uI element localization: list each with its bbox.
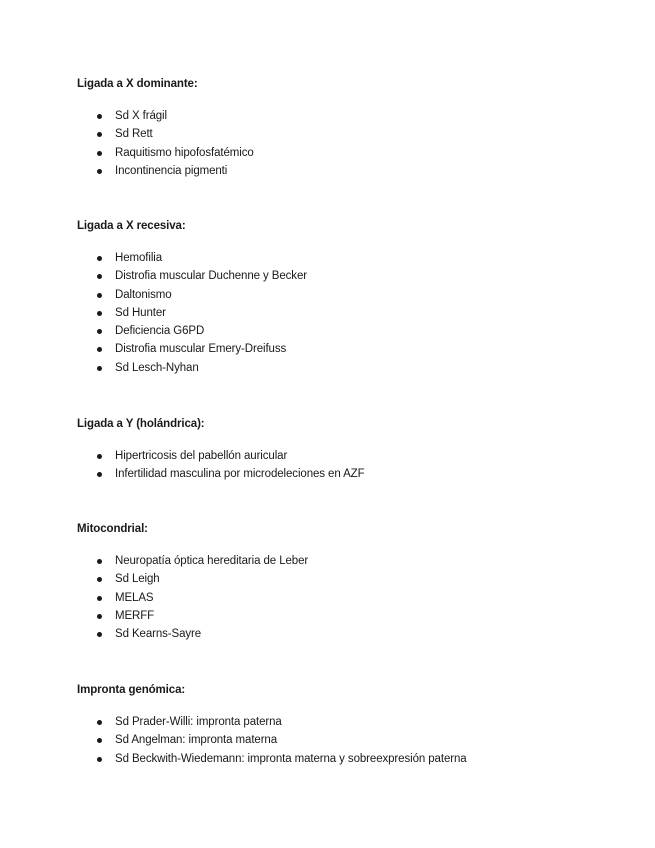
bullet-icon (97, 559, 102, 564)
list-item (77, 731, 617, 749)
list-item (77, 267, 617, 285)
list-item-text: Deficiencia G6PD (115, 325, 205, 338)
list-item-text: Raquitismo hipofosfatémico (115, 146, 254, 159)
bullet-icon (97, 293, 102, 298)
list-item (77, 607, 617, 625)
bullet-icon (97, 472, 102, 477)
section-y-linked (77, 417, 617, 484)
bullet-list (77, 713, 617, 768)
list-item-text: Incontinencia pigmenti (115, 164, 228, 177)
bullet-icon (97, 614, 102, 619)
bullet-icon (97, 169, 102, 174)
list-item-text: Sd Rett (115, 128, 153, 141)
section-heading: Ligada a X dominante: (77, 78, 198, 90)
list-item (77, 304, 617, 322)
bullet-list (77, 552, 617, 643)
list-item (77, 286, 617, 304)
bullet-icon (97, 329, 102, 334)
bullet-icon (97, 577, 102, 582)
list-item-text: Sd Beckwith-Wiedemann: impronta materna y sobreexpresión paterna (115, 752, 467, 765)
bullet-icon (97, 454, 102, 459)
list-item-text: Distrofia muscular Emery-Dreifuss (115, 343, 287, 356)
list-item-text: Hemofilia (115, 252, 163, 264)
bullet-list (77, 107, 617, 180)
list-item (77, 249, 617, 267)
list-item (77, 625, 617, 643)
list-item (77, 162, 617, 180)
list-item (77, 125, 617, 143)
list-item-text: Sd Hunter (115, 306, 166, 319)
list-item-text: MELAS (115, 591, 154, 604)
bullet-icon (97, 114, 102, 119)
bullet-icon (97, 738, 102, 743)
list-item-text: Hipertricosis del pabellón auricular (115, 450, 288, 462)
bullet-icon (97, 596, 102, 601)
section-heading: Impronta genómica: (77, 684, 186, 696)
bullet-list (77, 447, 617, 484)
list-item (77, 552, 617, 570)
list-item-text: Distrofia muscular Duchenne y Becker (115, 270, 307, 283)
list-item-text: Sd X frágil (115, 110, 167, 122)
list-item (77, 589, 617, 607)
section-genomic-imprinting (77, 683, 617, 768)
list-item-text: Sd Angelman: impronta materna (115, 734, 278, 747)
list-item-text: Sd Kearns-Sayre (115, 628, 202, 641)
list-item (77, 570, 617, 588)
bullet-icon (97, 366, 102, 371)
list-item-text: Sd Leigh (115, 573, 160, 586)
list-item-text: Sd Lesch-Nyhan (115, 361, 199, 374)
bullet-icon (97, 132, 102, 137)
list-item-text: Daltonismo (115, 288, 172, 301)
list-item-text: Infertilidad masculina por microdeleciones en AZF (115, 468, 365, 481)
section-x-dominant (77, 77, 617, 180)
section-mitochondrial (77, 522, 617, 643)
list-item (77, 750, 617, 768)
section-heading: Ligada a Y (holándrica): (77, 418, 205, 430)
bullet-icon (97, 757, 102, 762)
bullet-list (77, 249, 617, 377)
bullet-icon (97, 311, 102, 316)
bullet-icon (97, 347, 102, 352)
list-item (77, 144, 617, 162)
list-item (77, 713, 617, 731)
section-heading: Ligada a X recesiva: (77, 220, 186, 232)
section-heading: Mitocondrial: (77, 523, 148, 535)
bullet-icon (97, 632, 102, 637)
bullet-icon (97, 274, 102, 279)
list-item-text: Neuropatía óptica hereditaria de Leber (115, 555, 309, 567)
list-item-text: MERFF (115, 609, 155, 622)
section-x-recessive (77, 219, 617, 377)
bullet-icon (97, 720, 102, 725)
list-item (77, 107, 617, 125)
bullet-icon (97, 151, 102, 156)
list-item (77, 465, 617, 483)
list-item (77, 447, 617, 465)
list-item (77, 322, 617, 340)
list-item (77, 340, 617, 358)
list-item (77, 359, 617, 377)
bullet-icon (97, 256, 102, 261)
list-item-text: Sd Prader-Willi: impronta paterna (115, 716, 282, 728)
